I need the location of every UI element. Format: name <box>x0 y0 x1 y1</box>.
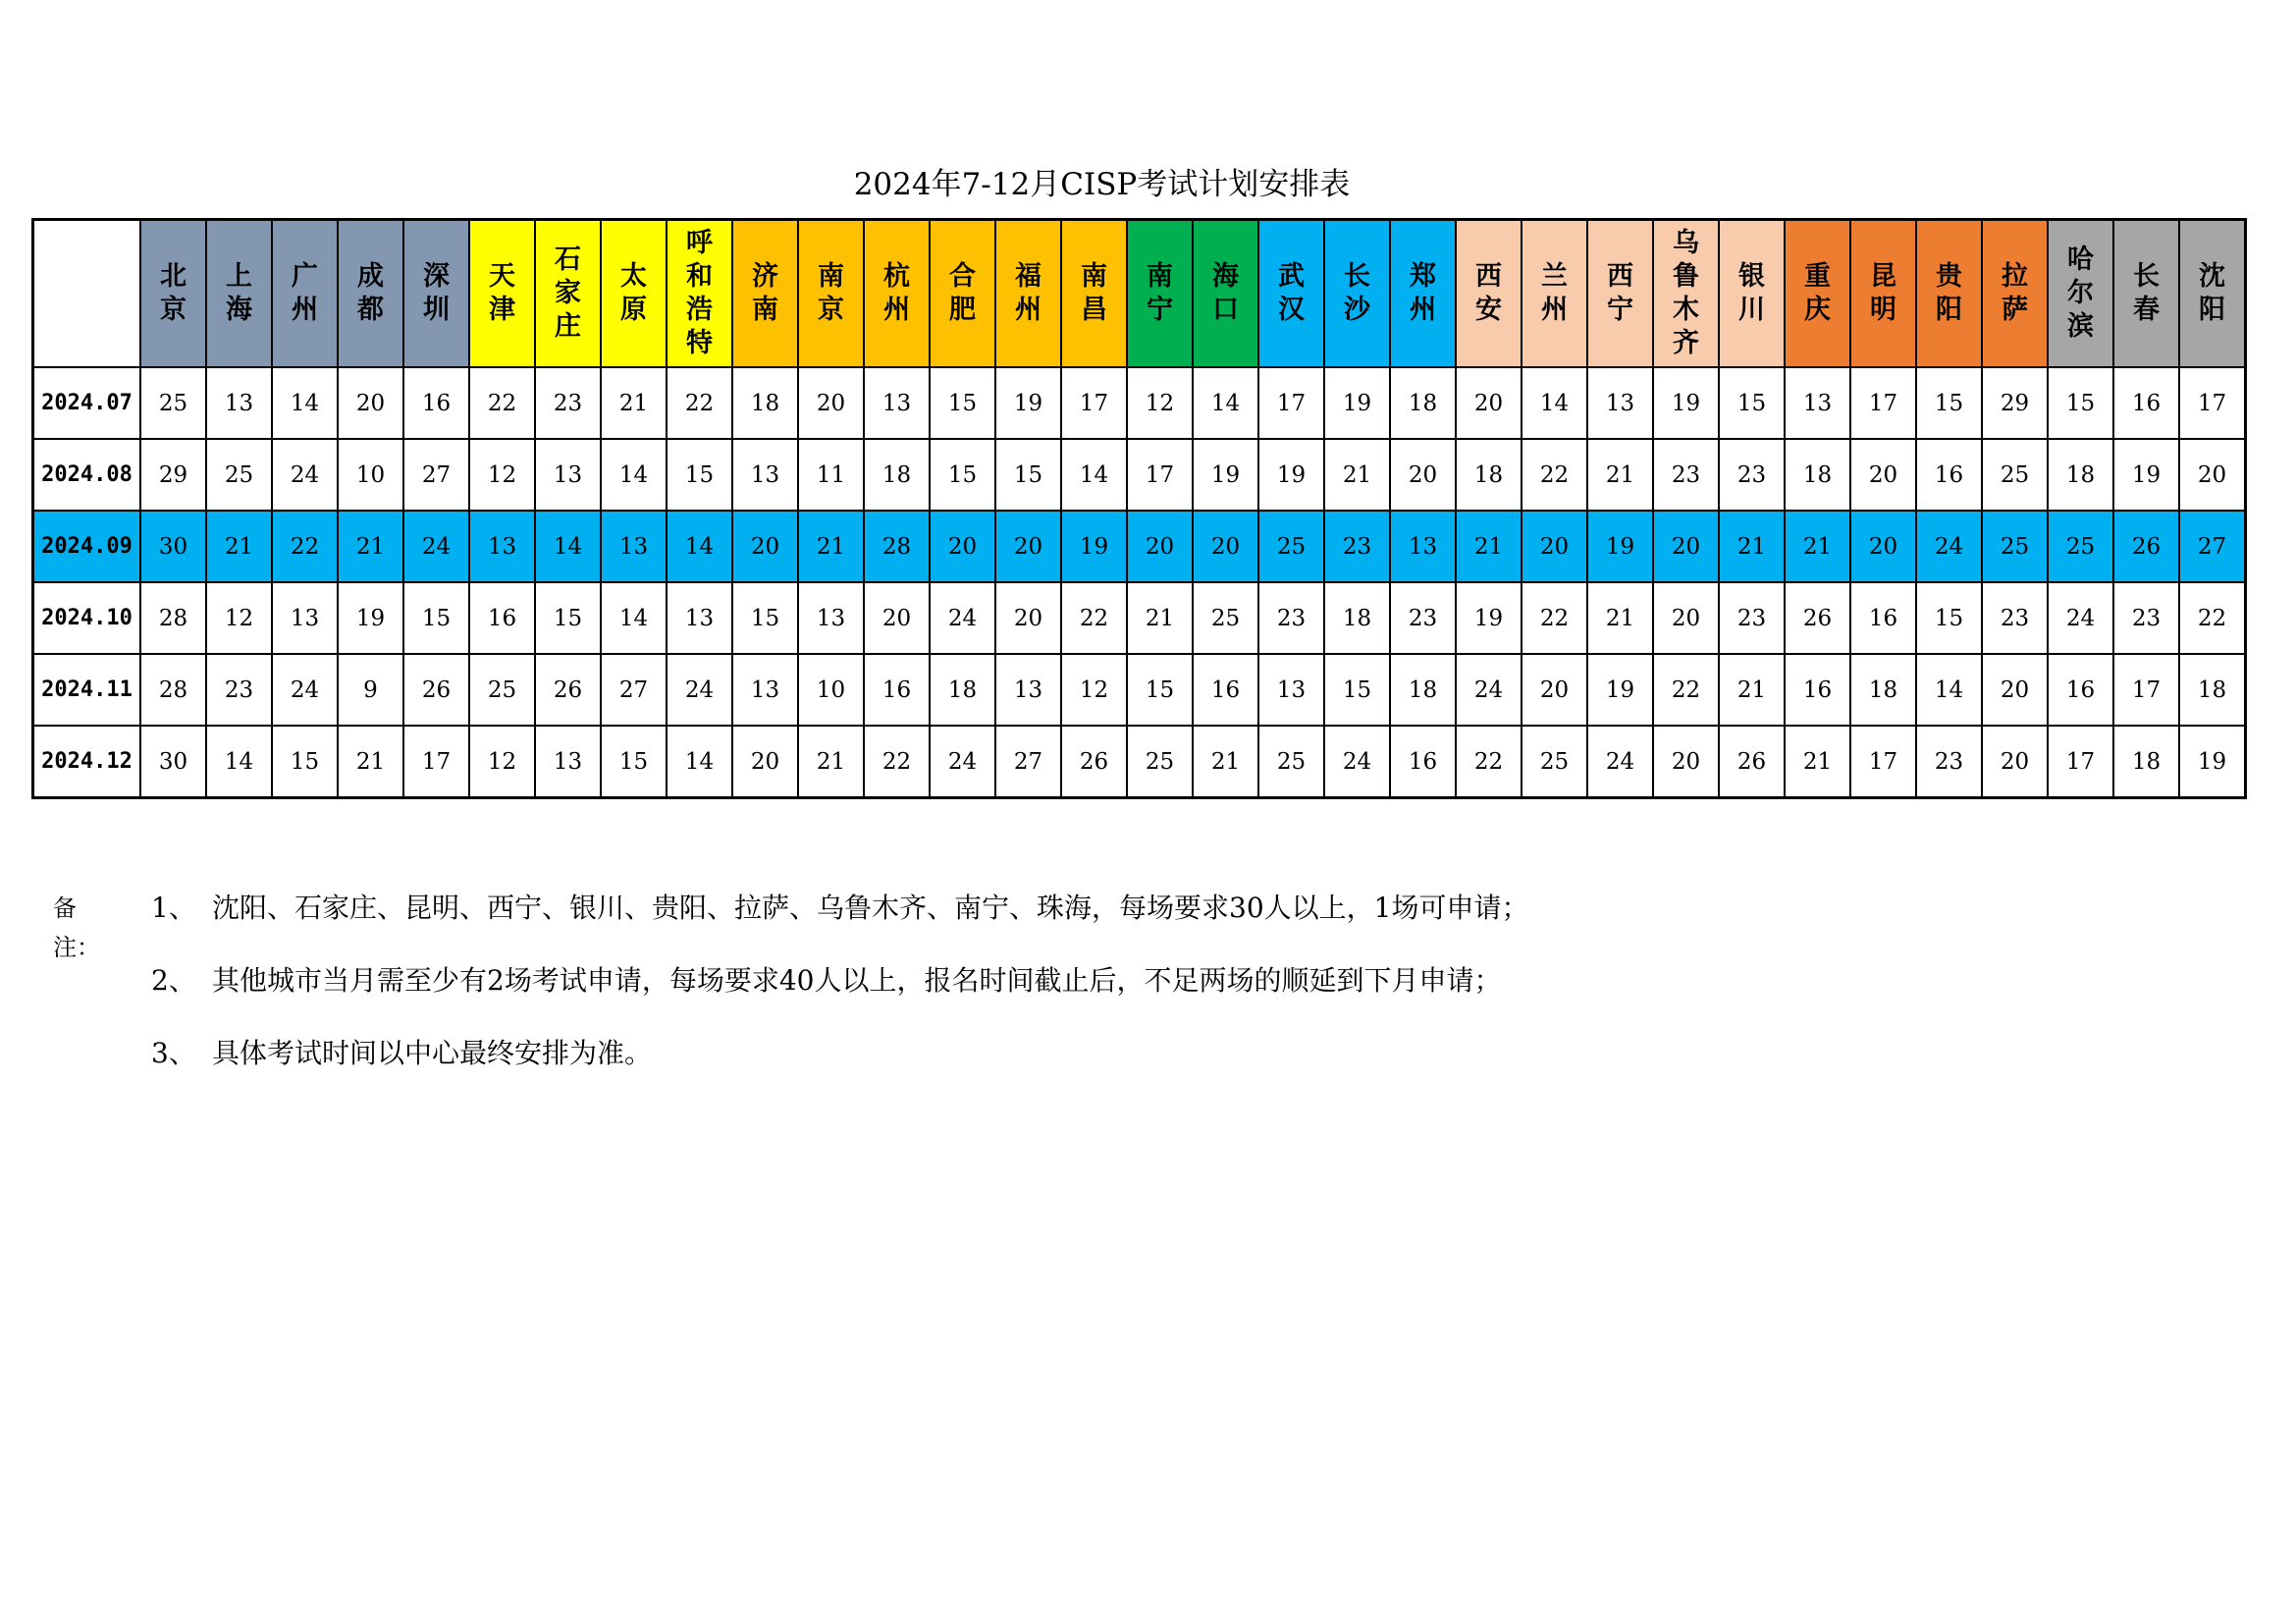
exam-date-cell: 16 <box>1850 582 1916 654</box>
exam-date-cell: 20 <box>864 582 930 654</box>
city-header <box>1324 220 1390 368</box>
exam-date-cell: 22 <box>1522 582 1587 654</box>
city-name: 长沙 <box>1344 261 1370 325</box>
note-number: 2、 <box>151 964 196 997</box>
exam-date-cell: 19 <box>1587 511 1653 582</box>
exam-date-cell: 20 <box>1982 726 2048 798</box>
exam-date-cell: 13 <box>469 511 535 582</box>
exam-date-cell: 20 <box>1982 654 2048 726</box>
exam-date-cell: 15 <box>930 367 995 439</box>
city-name: 太原 <box>620 261 647 325</box>
city-name: 郑州 <box>1410 261 1436 325</box>
exam-date-cell: 22 <box>1653 654 1719 726</box>
exam-date-cell: 30 <box>140 511 206 582</box>
exam-date-cell: 24 <box>1324 726 1390 798</box>
exam-date-cell: 18 <box>1390 654 1456 726</box>
exam-date-cell: 17 <box>2048 726 2113 798</box>
exam-date-cell: 15 <box>1127 654 1193 726</box>
exam-date-cell: 14 <box>1916 654 1982 726</box>
exam-date-cell: 18 <box>1390 367 1456 439</box>
exam-date-cell: 20 <box>1653 511 1719 582</box>
city-name: 合肥 <box>949 261 976 325</box>
exam-date-cell: 25 <box>1982 511 2048 582</box>
exam-date-cell: 23 <box>1653 439 1719 511</box>
exam-date-cell: 17 <box>1127 439 1193 511</box>
schedule-body <box>33 367 2246 798</box>
exam-date-cell: 11 <box>798 439 864 511</box>
exam-date-cell: 28 <box>864 511 930 582</box>
exam-date-cell: 20 <box>1653 726 1719 798</box>
city-name: 成都 <box>357 261 384 325</box>
exam-date-cell: 25 <box>1522 726 1587 798</box>
exam-date-cell: 14 <box>272 367 338 439</box>
city-name: 南昌 <box>1081 261 1107 325</box>
city-name: 昆明 <box>1870 261 1896 325</box>
city-name: 贵阳 <box>1936 261 1962 325</box>
exam-date-cell: 24 <box>1587 726 1653 798</box>
city-header <box>2048 220 2113 368</box>
month-label: 2024.12 <box>33 726 141 798</box>
exam-date-cell: 21 <box>1719 511 1785 582</box>
exam-date-cell: 16 <box>469 582 535 654</box>
city-header <box>2113 220 2179 368</box>
exam-date-cell: 18 <box>2048 439 2113 511</box>
exam-date-cell: 22 <box>1061 582 1127 654</box>
exam-date-cell: 19 <box>1324 367 1390 439</box>
exam-date-cell: 14 <box>601 582 667 654</box>
exam-date-cell: 13 <box>995 654 1061 726</box>
exam-date-cell: 26 <box>535 654 601 726</box>
city-name: 石家庄 <box>555 244 581 342</box>
exam-date-cell: 14 <box>667 511 732 582</box>
exam-date-cell: 15 <box>995 439 1061 511</box>
city-name: 北京 <box>160 261 187 325</box>
exam-date-cell: 21 <box>1587 582 1653 654</box>
city-name: 长春 <box>2133 261 2160 325</box>
month-label: 2024.09 <box>33 511 141 582</box>
corner-cell <box>33 220 141 368</box>
exam-date-cell: 15 <box>2048 367 2113 439</box>
exam-date-cell: 15 <box>732 582 798 654</box>
exam-date-cell: 13 <box>1587 367 1653 439</box>
exam-date-cell: 16 <box>1785 654 1850 726</box>
month-row <box>33 582 2246 654</box>
exam-date-cell: 19 <box>1061 511 1127 582</box>
exam-date-cell: 23 <box>1982 582 2048 654</box>
city-name: 海口 <box>1212 261 1239 325</box>
exam-date-cell: 13 <box>667 582 732 654</box>
month-label: 2024.08 <box>33 439 141 511</box>
exam-date-cell: 13 <box>864 367 930 439</box>
exam-date-cell: 13 <box>206 367 272 439</box>
exam-date-cell: 18 <box>1850 654 1916 726</box>
exam-date-cell: 13 <box>535 439 601 511</box>
exam-date-cell: 21 <box>338 511 403 582</box>
exam-date-cell: 15 <box>403 582 469 654</box>
exam-date-cell: 13 <box>798 582 864 654</box>
exam-date-cell: 16 <box>2048 654 2113 726</box>
exam-date-cell: 20 <box>1456 367 1522 439</box>
exam-date-cell: 24 <box>1916 511 1982 582</box>
exam-date-cell: 23 <box>535 367 601 439</box>
month-row <box>33 511 2246 582</box>
exam-date-cell: 21 <box>798 511 864 582</box>
city-name: 呼和浩特 <box>686 228 713 358</box>
city-header <box>140 220 206 368</box>
page-title: 2024年7-12月CISP考试计划安排表 <box>853 167 1351 202</box>
exam-date-cell: 15 <box>930 439 995 511</box>
city-header <box>2179 220 2246 368</box>
exam-date-cell: 20 <box>338 367 403 439</box>
exam-date-cell: 24 <box>272 439 338 511</box>
exam-date-cell: 12 <box>469 726 535 798</box>
city-name: 银川 <box>1738 261 1765 325</box>
month-row <box>33 439 2246 511</box>
note-text: 沈阳、石家庄、昆明、西宁、银川、贵阳、拉萨、乌鲁木齐、南宁、珠海，每场要求30人以上，1场可申请； <box>212 892 1529 924</box>
exam-date-cell: 27 <box>601 654 667 726</box>
city-name: 广州 <box>292 261 318 325</box>
exam-date-cell: 22 <box>2179 582 2246 654</box>
exam-date-cell: 24 <box>667 654 732 726</box>
city-name: 杭州 <box>883 261 910 325</box>
exam-date-cell: 13 <box>1258 654 1324 726</box>
exam-date-cell: 21 <box>1785 511 1850 582</box>
city-header <box>1390 220 1456 368</box>
exam-date-cell: 27 <box>403 439 469 511</box>
note-text: 具体考试时间以中心最终安排为准。 <box>212 1037 653 1069</box>
month-row <box>33 726 2246 798</box>
exam-date-cell: 15 <box>601 726 667 798</box>
exam-date-cell: 27 <box>2179 511 2246 582</box>
exam-date-cell: 23 <box>2113 582 2179 654</box>
city-header <box>272 220 338 368</box>
exam-date-cell: 17 <box>2179 367 2246 439</box>
city-header <box>864 220 930 368</box>
exam-date-cell: 17 <box>1850 726 1916 798</box>
exam-date-cell: 20 <box>1127 511 1193 582</box>
city-name: 天津 <box>489 261 515 325</box>
city-name: 济南 <box>752 261 778 325</box>
exam-date-cell: 13 <box>601 511 667 582</box>
exam-date-cell: 25 <box>1258 511 1324 582</box>
notes-label: 备注： <box>53 894 100 961</box>
exam-date-cell: 15 <box>535 582 601 654</box>
exam-date-cell: 25 <box>140 367 206 439</box>
exam-date-cell: 25 <box>2048 511 2113 582</box>
exam-schedule-table <box>31 218 2247 799</box>
exam-date-cell: 13 <box>272 582 338 654</box>
city-name: 上海 <box>226 261 252 325</box>
month-label: 2024.10 <box>33 582 141 654</box>
exam-date-cell: 12 <box>206 582 272 654</box>
exam-date-cell: 16 <box>403 367 469 439</box>
exam-date-cell: 25 <box>1982 439 2048 511</box>
exam-date-cell: 10 <box>338 439 403 511</box>
note-number: 1、 <box>151 892 196 924</box>
exam-date-cell: 29 <box>140 439 206 511</box>
exam-date-cell: 18 <box>2113 726 2179 798</box>
exam-date-cell: 26 <box>403 654 469 726</box>
exam-date-cell: 19 <box>2113 439 2179 511</box>
city-name: 武汉 <box>1278 261 1305 325</box>
exam-date-cell: 23 <box>206 654 272 726</box>
exam-date-cell: 20 <box>1193 511 1258 582</box>
exam-date-cell: 22 <box>272 511 338 582</box>
exam-date-cell: 23 <box>1324 511 1390 582</box>
exam-date-cell: 13 <box>732 439 798 511</box>
exam-date-cell: 22 <box>667 367 732 439</box>
exam-date-cell: 14 <box>535 511 601 582</box>
city-header <box>1719 220 1785 368</box>
exam-date-cell: 15 <box>1719 367 1785 439</box>
exam-date-cell: 10 <box>798 654 864 726</box>
exam-date-cell: 24 <box>403 511 469 582</box>
exam-date-cell: 17 <box>1258 367 1324 439</box>
exam-date-cell: 21 <box>601 367 667 439</box>
city-header <box>732 220 798 368</box>
city-name: 南宁 <box>1147 261 1173 325</box>
exam-date-cell: 24 <box>930 582 995 654</box>
exam-date-cell: 18 <box>930 654 995 726</box>
city-name: 西安 <box>1475 261 1502 325</box>
exam-date-cell: 15 <box>667 439 732 511</box>
city-header <box>1258 220 1324 368</box>
city-header <box>469 220 535 368</box>
exam-date-cell: 18 <box>1324 582 1390 654</box>
exam-date-cell: 14 <box>1061 439 1127 511</box>
city-header <box>338 220 403 368</box>
exam-date-cell: 21 <box>338 726 403 798</box>
city-name: 重庆 <box>1804 261 1831 325</box>
exam-date-cell: 28 <box>140 654 206 726</box>
exam-date-cell: 20 <box>798 367 864 439</box>
city-header <box>403 220 469 368</box>
exam-date-cell: 17 <box>403 726 469 798</box>
exam-date-cell: 15 <box>272 726 338 798</box>
exam-date-cell: 20 <box>1522 511 1587 582</box>
exam-date-cell: 23 <box>1258 582 1324 654</box>
exam-date-cell: 13 <box>535 726 601 798</box>
exam-date-cell: 19 <box>995 367 1061 439</box>
exam-date-cell: 25 <box>206 439 272 511</box>
exam-date-cell: 20 <box>1522 654 1587 726</box>
exam-date-cell: 16 <box>2113 367 2179 439</box>
exam-date-cell: 25 <box>469 654 535 726</box>
exam-date-cell: 26 <box>2113 511 2179 582</box>
exam-date-cell: 20 <box>1653 582 1719 654</box>
exam-date-cell: 24 <box>930 726 995 798</box>
exam-date-cell: 16 <box>1193 654 1258 726</box>
month-label: 2024.07 <box>33 367 141 439</box>
exam-date-cell: 26 <box>1061 726 1127 798</box>
exam-date-cell: 23 <box>1719 582 1785 654</box>
city-name: 兰州 <box>1541 261 1568 325</box>
exam-date-cell: 14 <box>206 726 272 798</box>
exam-date-cell: 21 <box>1456 511 1522 582</box>
city-header <box>1587 220 1653 368</box>
header-row <box>33 220 2246 368</box>
city-header <box>1653 220 1719 368</box>
exam-date-cell: 19 <box>1456 582 1522 654</box>
exam-date-cell: 25 <box>1258 726 1324 798</box>
exam-date-cell: 14 <box>1522 367 1587 439</box>
city-name: 拉萨 <box>2002 261 2028 325</box>
exam-date-cell: 26 <box>1719 726 1785 798</box>
city-name: 沈阳 <box>2199 261 2225 325</box>
exam-date-cell: 23 <box>1719 439 1785 511</box>
exam-date-cell: 21 <box>206 511 272 582</box>
city-name: 南京 <box>818 261 844 325</box>
city-header <box>1785 220 1850 368</box>
exam-date-cell: 18 <box>1785 439 1850 511</box>
city-header <box>1127 220 1193 368</box>
exam-date-cell: 20 <box>930 511 995 582</box>
city-header <box>1061 220 1127 368</box>
exam-date-cell: 16 <box>1390 726 1456 798</box>
exam-date-cell: 20 <box>2179 439 2246 511</box>
exam-date-cell: 20 <box>995 582 1061 654</box>
city-header <box>667 220 732 368</box>
city-header <box>995 220 1061 368</box>
city-header <box>535 220 601 368</box>
exam-date-cell: 25 <box>1193 582 1258 654</box>
exam-date-cell: 19 <box>1587 654 1653 726</box>
exam-date-cell: 14 <box>601 439 667 511</box>
exam-date-cell: 20 <box>1850 439 1916 511</box>
city-header <box>1982 220 2048 368</box>
city-header <box>1456 220 1522 368</box>
exam-date-cell: 22 <box>864 726 930 798</box>
exam-date-cell: 29 <box>1982 367 2048 439</box>
exam-date-cell: 12 <box>1127 367 1193 439</box>
note-text: 其他城市当月需至少有2场考试申请，每场要求40人以上，报名时间截止后，不足两场的顺延到下月申请； <box>212 964 1502 997</box>
city-header <box>1193 220 1258 368</box>
exam-date-cell: 28 <box>140 582 206 654</box>
exam-date-cell: 30 <box>140 726 206 798</box>
exam-date-cell: 24 <box>2048 582 2113 654</box>
exam-date-cell: 17 <box>2113 654 2179 726</box>
city-name: 哈尔滨 <box>2067 244 2094 342</box>
exam-date-cell: 21 <box>1785 726 1850 798</box>
exam-date-cell: 20 <box>995 511 1061 582</box>
exam-date-cell: 15 <box>1916 582 1982 654</box>
exam-date-cell: 16 <box>1916 439 1982 511</box>
exam-date-cell: 21 <box>1719 654 1785 726</box>
exam-date-cell: 19 <box>1653 367 1719 439</box>
exam-date-cell: 20 <box>1390 439 1456 511</box>
city-header <box>1850 220 1916 368</box>
exam-date-cell: 23 <box>1916 726 1982 798</box>
city-name: 福州 <box>1015 261 1041 325</box>
note-number: 3、 <box>151 1037 196 1069</box>
exam-date-cell: 17 <box>1061 367 1127 439</box>
city-header <box>1916 220 1982 368</box>
city-header <box>930 220 995 368</box>
exam-date-cell: 9 <box>338 654 403 726</box>
exam-date-cell: 26 <box>1785 582 1850 654</box>
city-name: 深圳 <box>423 261 450 325</box>
exam-date-cell: 22 <box>1456 726 1522 798</box>
exam-date-cell: 23 <box>1390 582 1456 654</box>
exam-date-cell: 20 <box>1850 511 1916 582</box>
exam-date-cell: 27 <box>995 726 1061 798</box>
exam-date-cell: 21 <box>1324 439 1390 511</box>
city-header <box>601 220 667 368</box>
city-header <box>206 220 272 368</box>
exam-date-cell: 19 <box>338 582 403 654</box>
exam-date-cell: 21 <box>798 726 864 798</box>
month-label: 2024.11 <box>33 654 141 726</box>
exam-date-cell: 20 <box>732 511 798 582</box>
city-name: 西宁 <box>1607 261 1633 325</box>
city-name: 乌鲁木齐 <box>1673 228 1699 358</box>
exam-date-cell: 21 <box>1193 726 1258 798</box>
exam-date-cell: 15 <box>1916 367 1982 439</box>
exam-date-cell: 18 <box>1456 439 1522 511</box>
exam-date-cell: 18 <box>864 439 930 511</box>
exam-date-cell: 14 <box>667 726 732 798</box>
exam-date-cell: 19 <box>1193 439 1258 511</box>
exam-date-cell: 24 <box>1456 654 1522 726</box>
city-header <box>798 220 864 368</box>
exam-date-cell: 13 <box>1785 367 1850 439</box>
exam-date-cell: 17 <box>1850 367 1916 439</box>
exam-date-cell: 22 <box>469 367 535 439</box>
exam-date-cell: 21 <box>1587 439 1653 511</box>
exam-date-cell: 24 <box>272 654 338 726</box>
exam-date-cell: 25 <box>1127 726 1193 798</box>
exam-date-cell: 19 <box>2179 726 2246 798</box>
exam-date-cell: 12 <box>1061 654 1127 726</box>
exam-date-cell: 14 <box>1193 367 1258 439</box>
exam-date-cell: 22 <box>1522 439 1587 511</box>
exam-date-cell: 15 <box>1324 654 1390 726</box>
exam-date-cell: 20 <box>732 726 798 798</box>
month-row <box>33 367 2246 439</box>
exam-date-cell: 16 <box>864 654 930 726</box>
city-header <box>1522 220 1587 368</box>
exam-date-cell: 19 <box>1258 439 1324 511</box>
exam-date-cell: 12 <box>469 439 535 511</box>
exam-date-cell: 13 <box>1390 511 1456 582</box>
exam-date-cell: 13 <box>732 654 798 726</box>
exam-date-cell: 18 <box>2179 654 2246 726</box>
month-row <box>33 654 2246 726</box>
exam-date-cell: 21 <box>1127 582 1193 654</box>
exam-date-cell: 18 <box>732 367 798 439</box>
